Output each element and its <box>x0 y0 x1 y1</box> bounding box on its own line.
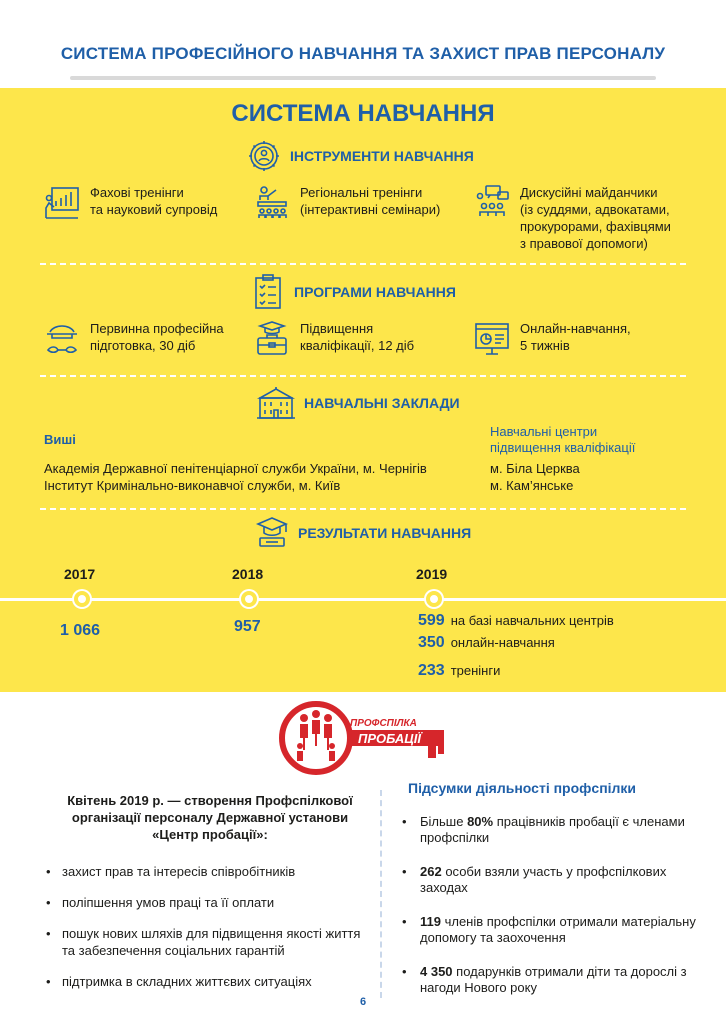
result-highlight: 262 <box>420 864 442 879</box>
briefcase-graduate-icon <box>254 320 290 358</box>
result-row <box>418 634 555 652</box>
results-heading-label: РЕЗУЛЬТАТИ НАВЧАННЯ <box>298 525 472 541</box>
tool-item-text: Фахові тренінги та науковий супровід <box>90 185 218 217</box>
results-heading <box>254 516 471 550</box>
discussion-icon <box>474 184 510 220</box>
center-item: м. Кам’янське <box>490 478 574 493</box>
seminar-icon <box>254 184 290 220</box>
higher-item: Інститут Кримінально-виконавчої служби, м. Київ <box>44 478 341 493</box>
higher-item: Академія Державної пенітенціарної служби України, м. Чернігів <box>44 461 427 476</box>
tool-item-regional <box>254 184 440 220</box>
year-label: 2018 <box>232 566 264 582</box>
checklist-icon <box>252 274 286 310</box>
result-text: працівників пробації є членами профспілки <box>420 814 685 845</box>
result-value: 1 066 <box>60 622 101 639</box>
union-result-item <box>398 864 698 896</box>
programs-heading <box>252 274 456 310</box>
result-highlight: 80% <box>467 814 494 829</box>
result-text: особи взяли участь у профспілкових заходах <box>420 864 667 895</box>
section-divider <box>40 508 686 510</box>
page-title: СИСТЕМА ПРОФЕСІЙНОГО НАВЧАННЯ ТА ЗАХИСТ ПРАВ ПЕРСОНАЛУ <box>60 44 666 63</box>
tool-item-trainings <box>44 184 217 220</box>
higher-label: Виші <box>44 432 76 447</box>
union-goal-item: • поліпшення умов праці та її оплати <box>40 894 370 911</box>
union-results-heading: Підсумки діяльності профспілки <box>408 780 637 796</box>
union-creation-heading: Квітень 2019 р. — створення Профспілкової організації персоналу Державної установи «Центр пробації»: <box>67 793 353 842</box>
result-text: подарунків отримали діти та дорослі з нагоди Нового року <box>420 964 687 995</box>
result-number: 350 <box>418 634 445 651</box>
year-label: 2017 <box>64 566 96 582</box>
page-number: 6 <box>359 996 367 1008</box>
tool-item-text: Дискусійні майданчики (із суддями, адвокатами, прокурорами, фахівцями з правової допомоги) <box>520 185 671 251</box>
result-label: на базі навчальних центрів <box>450 613 614 628</box>
result-text: Більше <box>420 814 468 829</box>
union-goal-item: • підтримка в складних життєвих ситуаціях <box>40 973 370 990</box>
timeline-dot <box>74 591 90 607</box>
union-result-item <box>398 964 698 996</box>
union-goal-item: • захист прав та інтересів співробітників <box>40 863 370 880</box>
result-row <box>418 662 500 680</box>
gear-person-icon <box>246 138 282 174</box>
result-highlight: 4 350 <box>420 964 453 979</box>
graduation-cap-icon <box>254 516 290 550</box>
centers-label: Навчальні центри підвищення кваліфікації <box>490 424 636 455</box>
timeline-dot <box>241 591 257 607</box>
program-item-online <box>474 320 631 358</box>
title-divider <box>70 76 656 80</box>
column-divider <box>380 790 382 998</box>
officer-cap-icon <box>44 320 80 358</box>
union-creation-block <box>40 792 370 990</box>
result-highlight: 119 <box>420 914 441 929</box>
chart-presentation-icon <box>44 184 80 220</box>
tool-item-discussion <box>474 184 671 252</box>
result-number: 599 <box>418 612 445 629</box>
union-result-item <box>398 914 698 946</box>
program-item-text: Первинна професійна підготовка, 30 діб <box>90 321 224 353</box>
tool-item-text: Регіональні тренінги (інтерактивні семінари) <box>300 185 441 217</box>
result-number: 233 <box>418 662 445 679</box>
institutions-heading-label: НАВЧАЛЬНІ ЗАКЛАДИ <box>304 395 460 411</box>
union-goal-item: • пошук нових шляхів для підвищення якості життя та забезпечення соціальних гарантій <box>40 925 370 959</box>
results-timeline <box>0 598 726 601</box>
logo-top-text: ПРОФСПІЛКА <box>350 718 417 729</box>
program-item-initial <box>44 320 224 358</box>
year-label: 2019 <box>416 566 448 582</box>
timeline-dot <box>426 591 442 607</box>
result-label: онлайн-навчання <box>450 635 555 650</box>
result-text: членів профспілки отримали матеріальну допомогу та заохочення <box>420 914 696 945</box>
union-result-item <box>398 814 698 846</box>
institutions-heading <box>256 386 460 420</box>
programs-heading-label: ПРОГРАМИ НАВЧАННЯ <box>294 284 456 300</box>
system-title: СИСТЕМА НАВЧАННЯ <box>231 100 495 127</box>
program-item-text: Онлайн-навчання, 5 тижнів <box>520 321 631 353</box>
tools-heading <box>246 138 474 174</box>
union-logo <box>278 700 448 783</box>
center-item: м. Біла Церква <box>490 461 580 476</box>
tools-heading-label: ІНСТРУМЕНТИ НАВЧАННЯ <box>290 148 474 164</box>
online-screen-icon <box>474 320 510 358</box>
union-results-block <box>398 780 698 996</box>
section-divider <box>40 263 686 265</box>
section-divider <box>40 375 686 377</box>
result-label: тренінги <box>450 663 501 678</box>
building-icon <box>256 386 296 420</box>
result-row <box>418 612 614 630</box>
program-item-text: Підвищення кваліфікації, 12 діб <box>300 321 415 353</box>
logo-bottom-text: ПРОБАЦІЇ <box>358 731 421 746</box>
program-item-advanced <box>254 320 414 358</box>
result-value: 957 <box>234 618 261 635</box>
